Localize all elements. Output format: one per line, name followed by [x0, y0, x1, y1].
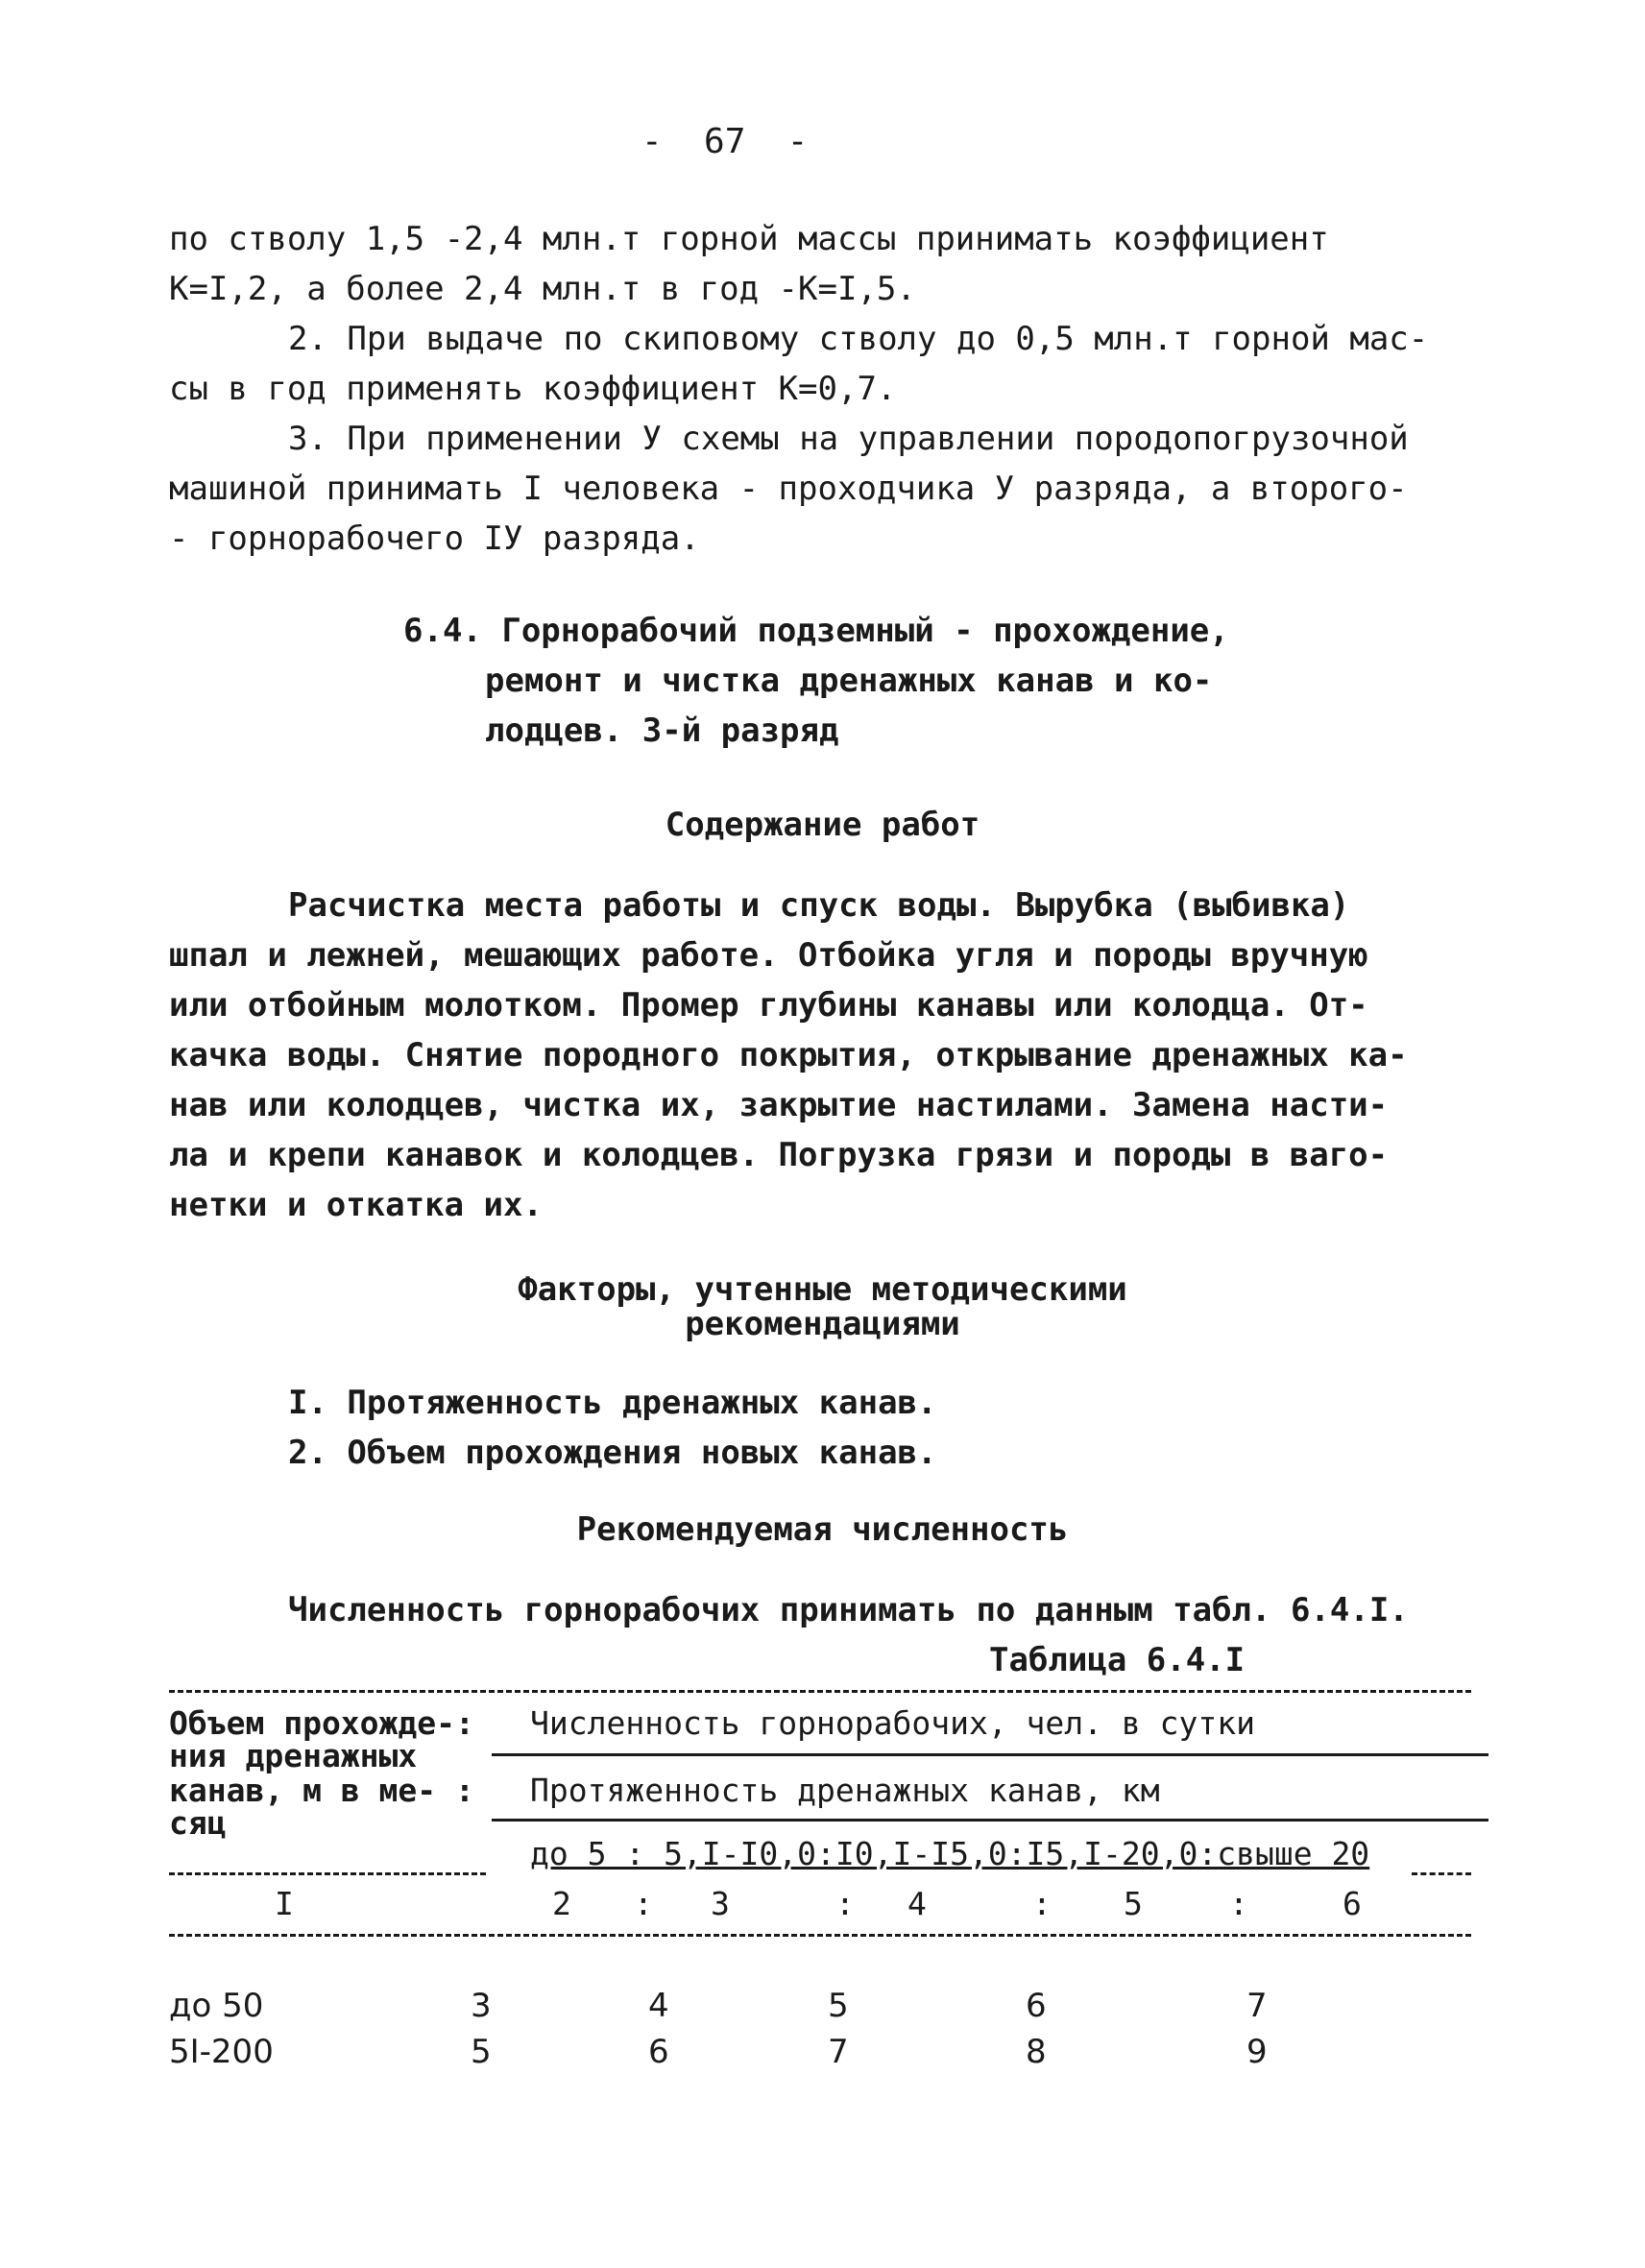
factors-heading-line-1: Факторы, учтенные методическими — [518, 1270, 1127, 1309]
work-content-line: шпал и лежней, мешающих работе. Отбойка угля и породы вручную — [169, 936, 1368, 975]
ranges-tail-rule — [1412, 1872, 1471, 1875]
work-content-line: качка воды. Снятие породного покрытия, открывание дренажных ка- — [169, 1036, 1408, 1074]
table-cell: 3 — [471, 1987, 492, 2025]
intro-line-2: К=I,2, а более 2,4 млн.т в год -К=I,5. — [169, 270, 916, 308]
factor-item: 2. Объем прохождения новых канав. — [288, 1434, 937, 1472]
section-title-line-3: лодцев. 3-й разряд — [485, 712, 839, 750]
work-content-line: ла и крепи канавок и колодцев. Погрузка грязи и породы в ваго- — [169, 1136, 1389, 1174]
intro-item-2-line-1: 2. При выдаче по скиповому стволу до 0,5 млн.т горной мас- — [288, 320, 1429, 358]
group-header: Численность горнорабочих, чел. в сутки — [530, 1704, 1255, 1742]
table-cell: 4 — [648, 1987, 669, 2025]
column-separator: : — [634, 1885, 653, 1922]
factor-item: I. Протяженность дренажных канав. — [288, 1384, 937, 1422]
intro-item-3-line-1: 3. При применении У схемы на управлении породопогрузочной — [288, 420, 1409, 458]
table-cell: 6 — [1026, 1987, 1047, 2025]
table-cell: 6 — [648, 2033, 669, 2071]
row-header-line: Объем прохожде-: — [169, 1704, 474, 1742]
column-number: 2 — [552, 1885, 571, 1922]
intro-line-1: по стволу 1,5 -2,4 млн.т горной массы принимать коэффициент — [169, 220, 1329, 258]
sub-header: Протяженность дренажных канав, км — [530, 1772, 1160, 1809]
table-top-rule — [169, 1690, 1471, 1693]
column-number: 5 — [1124, 1885, 1143, 1922]
factors-heading-line-2: рекомендациями — [685, 1305, 960, 1343]
recommended-heading: Рекомендуемая численность — [576, 1510, 1069, 1549]
column-separator: : — [1229, 1885, 1248, 1922]
column-separator: : — [1032, 1885, 1052, 1922]
table-cell: 5 — [471, 2033, 492, 2071]
work-content-line: Расчистка места работы и спуск воды. Вырубка (выбивка) — [288, 886, 1350, 925]
group-header-rule — [492, 1753, 1488, 1756]
row-label: 5I-200 — [169, 2033, 274, 2071]
row-header-line: канав, м в ме- : — [169, 1772, 474, 1809]
row-label: до 50 — [169, 1987, 264, 2025]
sub-header-rule — [492, 1819, 1488, 1822]
table-cell: 7 — [828, 2033, 849, 2071]
intro-item-2-line-2: сы в год применять коэффициент К=0,7. — [169, 370, 897, 408]
row-header-line: ния дренажных — [169, 1737, 418, 1774]
column-number: 4 — [907, 1885, 927, 1922]
section-title-line-2: ремонт и чистка дренажных канав и ко- — [485, 662, 1213, 700]
column-number: 6 — [1343, 1885, 1362, 1922]
page-number: - 67 - — [641, 122, 809, 161]
table-cell: 9 — [1246, 2033, 1268, 2071]
table-header-bottom-rule — [169, 1934, 1471, 1937]
intro-item-3-line-3: - горнорабочего IУ разряда. — [169, 519, 700, 558]
work-content-line: нав или колодцев, чистка их, закрытие настилами. Замена насти- — [169, 1086, 1389, 1124]
column-number: 3 — [711, 1885, 730, 1922]
table-cell: 5 — [828, 1987, 849, 2025]
table-label: Таблица 6.4.I — [989, 1641, 1246, 1679]
work-content-heading: Содержание работ — [665, 806, 980, 844]
ranges-header: до 5 : 5,I-I0,0:I0,I-I5,0:I5,I-20,0:свыше 20 — [530, 1835, 1370, 1872]
recommended-text: Численность горнорабочих принимать по данным табл. 6.4.I. — [288, 1591, 1409, 1629]
column-separator: : — [835, 1885, 855, 1922]
column-number: I — [275, 1885, 294, 1922]
intro-item-3-line-2: машиной принимать I человека - проходчика У разряда, а второго- — [169, 470, 1408, 508]
work-content-line: нетки и откатка их. — [169, 1186, 543, 1224]
table-cell: 7 — [1246, 1987, 1268, 2025]
row-header-bottom-rule — [169, 1872, 486, 1875]
work-content-line: или отбойным молотком. Промер глубины канавы или колодца. От- — [169, 986, 1368, 1025]
table-cell: 8 — [1026, 2033, 1047, 2071]
section-title-line-1: 6.4. Горнорабочий подземный - прохождение, — [403, 612, 1229, 650]
row-header-line: сяц — [169, 1804, 227, 1842]
